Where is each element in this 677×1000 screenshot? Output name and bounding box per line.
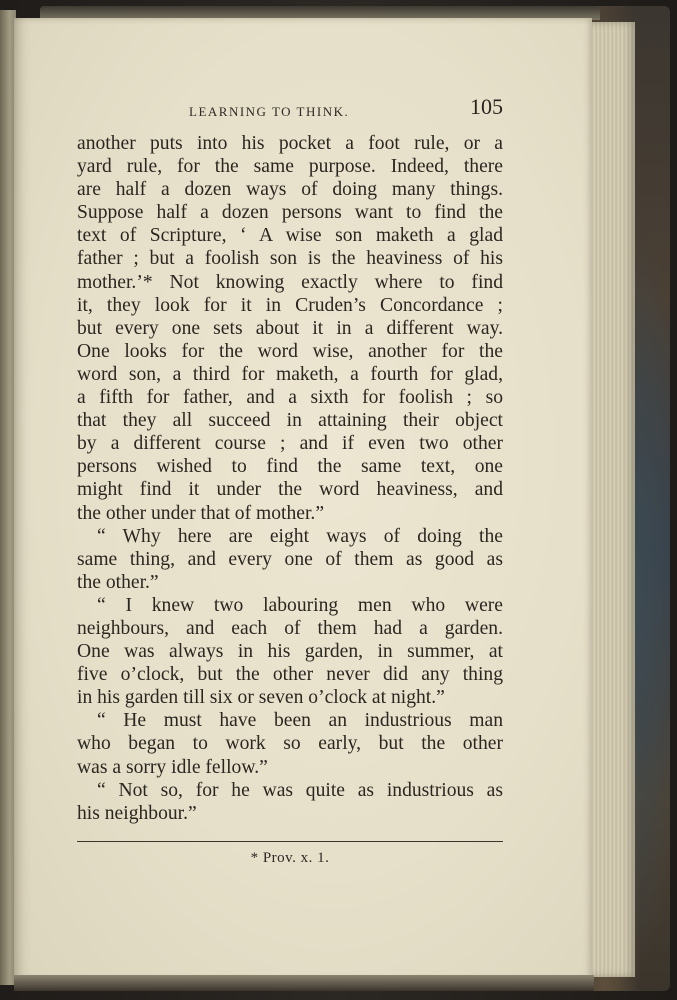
text-line: One looks for the word wise, another for the	[77, 340, 503, 362]
text-line: “ He must have been an industrious man	[97, 710, 503, 732]
text-block	[77, 96, 503, 867]
text-line: yard rule, for the same purpose. Indeed, there	[77, 156, 503, 178]
text-line: it, they look for it in Cruden’s Concordance ;	[77, 294, 503, 316]
text-line: persons wished to find the same text, one	[77, 456, 503, 478]
text-line: mother.’* Not knowing exactly where to find	[77, 271, 503, 293]
text-line: who began to work so early, but the other	[77, 733, 503, 755]
text-line: the other under that of mother.”	[77, 502, 325, 524]
text-line: father ; but a foolish son is the heaviness of his	[77, 248, 503, 270]
text-line: “ I knew two labouring men who were	[97, 594, 503, 616]
page-edges	[585, 22, 635, 977]
text-line: another puts into his pocket a foot rule, or a	[77, 133, 503, 154]
text-line: “ Why here are eight ways of doing the	[97, 525, 503, 547]
text-line: was a sorry idle fellow.”	[77, 756, 268, 778]
text-line: five o’clock, but the other never did any thing	[77, 664, 503, 686]
text-line: but every one sets about it in a different way.	[77, 317, 503, 339]
text-line: a fifth for father, and a sixth for foolish ; so	[77, 387, 503, 409]
text-line: his neighbour.”	[77, 802, 197, 824]
text-line: the other.”	[77, 571, 159, 593]
text-line: “ Not so, for he was quite as industrious as	[97, 779, 503, 801]
footnote-rule	[77, 841, 503, 842]
text-line: text of Scripture, ‘ A wise son maketh a glad	[77, 225, 503, 247]
text-line: by a different course ; and if even two other	[77, 433, 503, 455]
text-line: same thing, and every one of them as good as	[77, 548, 503, 570]
book-page	[14, 18, 592, 980]
page-number: 105	[470, 94, 503, 119]
text-line: Suppose half a dozen persons want to find the	[77, 202, 503, 224]
text-line: might find it under the word heaviness, and	[77, 479, 503, 501]
text-line: that they all succeed in attaining their object	[77, 410, 503, 432]
text-line: One was always in his garden, in summer, at	[77, 641, 503, 663]
body-text	[77, 130, 503, 825]
text-line: word son, a third for maketh, a fourth for glad,	[77, 363, 503, 385]
bottom-edge	[14, 975, 594, 991]
running-head-title: LEARNING TO THINK.	[189, 104, 350, 119]
text-line: neighbours, and each of them had a garden.	[77, 617, 503, 639]
footnote: * Prov. x. 1.	[250, 849, 330, 866]
running-head	[77, 96, 503, 130]
text-line: are half a dozen ways of doing many things.	[77, 179, 503, 201]
text-line: in his garden till six or seven o’clock at night.”	[77, 687, 445, 709]
